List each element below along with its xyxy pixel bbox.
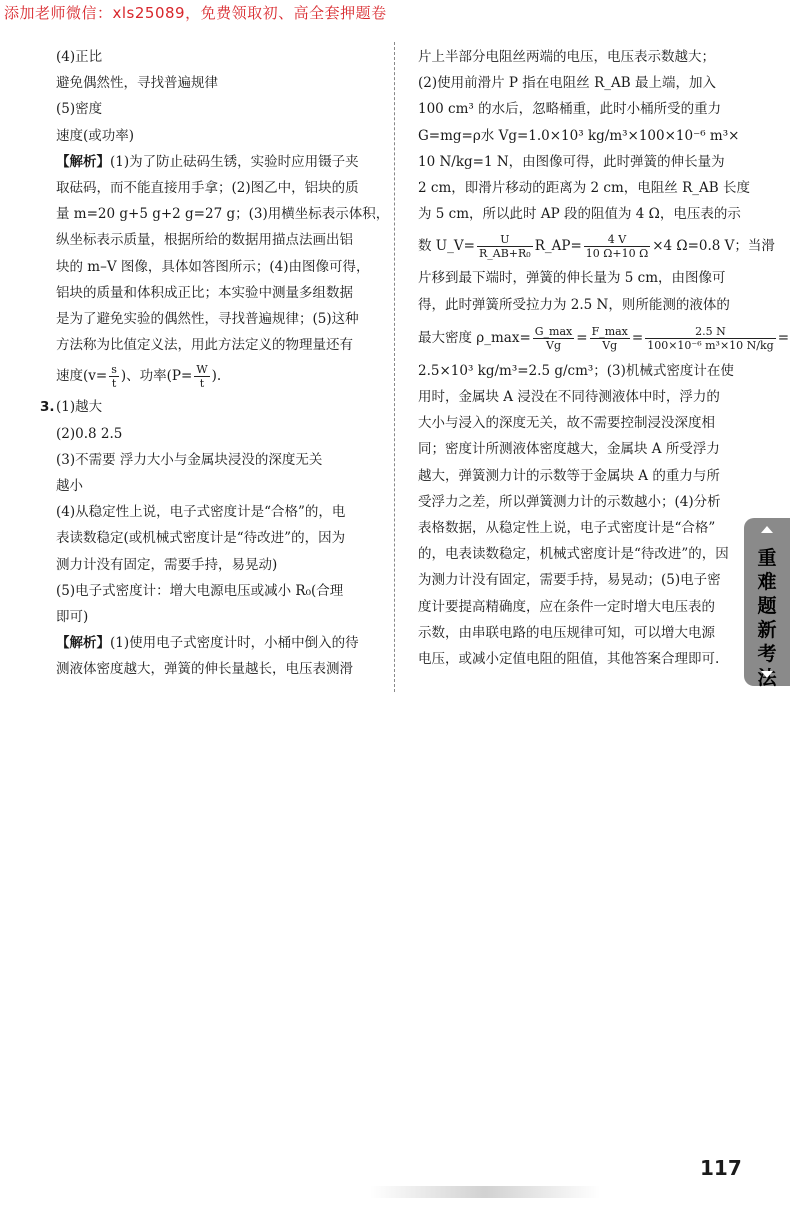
analysis-line: 2 cm，即滑片移动的距离为 2 cm，电阻丝 R_AB 长度 (418, 180, 750, 197)
density-denominator-2: Vg (602, 338, 618, 352)
density-prefix: 最大密度 ρ_max= (418, 329, 531, 346)
analysis-line: 示数，由串联电路的电压规律可知，可以增大电源 (418, 624, 715, 641)
voltage-denominator-1: R_AB+R₀ (478, 247, 531, 261)
q3-analysis-line (44, 630, 370, 656)
density-denominator-3: 100×10⁻⁶ m³×10 N/kg (647, 338, 774, 352)
q3-analysis-line: 测液体密度越大，弹簧的伸长量越长，电压表测滑 (56, 661, 353, 678)
q3-line (40, 394, 370, 420)
analysis-line: G=mg=ρ水 Vg=1.0×10³ kg/m³×100×10⁻⁶ m³× (418, 127, 740, 144)
analysis-line: 是为了避免实验的偶然性，寻找普遍规律；(5)这种 (56, 311, 359, 328)
voltage-denominator-2: 10 Ω+10 Ω (585, 247, 649, 261)
power-numerator: W (196, 363, 208, 377)
q3-line: (5)电子式密度计：增大电源电压或减小 R₀(合理 (56, 582, 344, 599)
density-numerator-3: 2.5 N (645, 325, 776, 339)
analysis-label: 【解析】 (56, 635, 110, 652)
column-divider (394, 42, 395, 692)
analysis-line: 铝块的质量和体积成正比；本实验中测量多组数据 (56, 284, 353, 301)
watermark-text: 添加老师微信：xls25089，免费领取初、高全套押题卷 (4, 4, 387, 22)
answer-line: (5)密度 (56, 101, 103, 118)
analysis-line: 量 m=20 g+5 g+2 g=27 g；(3)用横坐标表示体积， (56, 206, 390, 223)
voltage-numerator-2: 4 V (584, 233, 650, 247)
q3-line: 测力计没有固定，需要手持，易晃动) (56, 556, 278, 573)
answer-line: 速度(或功率) (56, 127, 135, 144)
analysis-line: 为 5 cm，所以此时 AP 段的阻值为 4 Ω，电压表的示 (418, 206, 741, 223)
page-number: 117 (700, 1156, 742, 1180)
voltage-suffix: ×4 Ω=0.8 V；当滑 (652, 238, 775, 255)
voltage-mid: R_AP= (534, 238, 582, 255)
section-side-tab (744, 518, 790, 689)
analysis-line: 同；密度计所测液体密度越大，金属块 A 所受浮力 (418, 441, 720, 458)
density-fraction-1 (533, 325, 574, 352)
formula-line-speed-power (44, 358, 370, 394)
q3-line: 越小 (56, 478, 83, 495)
left-column (40, 44, 390, 683)
analysis-line: 大小与浸入的深度无关，故不需要控制浸没深度相 (418, 415, 715, 432)
analysis-line: 方法称为比值定义法，用此方法定义的物理量还有 (56, 337, 353, 354)
answer-line: (4)正比 (56, 49, 103, 65)
arrow-up-icon (761, 526, 773, 533)
power-denominator: t (199, 377, 205, 391)
analysis-line: 受浮力之差，所以弹簧测力计的示数越小；(4)分析 (418, 493, 721, 510)
analysis-text: (1)使用电子式密度计时，小桶中倒入的待 (110, 635, 359, 652)
speed-fraction (109, 363, 119, 390)
analysis-line: 电压，或减小定值电阻的阻值，其他答案合理即可. (418, 651, 720, 668)
density-numerator-2: F_max (591, 324, 628, 338)
q3-line: (3)不需要 浮力大小与金属块浸没的深度无关 (56, 451, 323, 468)
scan-smudge (370, 1186, 600, 1198)
analysis-line: 块的 m–V 图像，具体如答图所示；(4)由图像可得， (56, 258, 370, 275)
speed-prefix: 速度(v= (56, 368, 108, 385)
voltage-fraction-1 (477, 233, 533, 260)
arrow-down-icon (761, 671, 773, 678)
analysis-line: 的，电表读数稳定，机械式密度计是“待改进”的，因 (418, 546, 729, 563)
analysis-line: 2.5×10³ kg/m³=2.5 g/cm³；(3)机械式密度计在使 (418, 362, 734, 379)
density-numerator-1: G_max (534, 324, 573, 338)
power-fraction (194, 363, 209, 390)
voltage-fraction-2 (584, 233, 650, 260)
q3-line: (4)从稳定性上说，电子式密度计是“合格”的，电 (56, 504, 346, 521)
analysis-text: (1)为了防止砝码生锈，实验时应用镊子夹 (110, 153, 359, 170)
analysis-line: 100 cm³ 的水后，忽略桶重，此时小桶所受的重力 (418, 101, 722, 118)
power-prefix: )、功率(P= (120, 368, 193, 385)
analysis-line: 取砝码，而不能直接用手拿；(2)图乙中，铝块的质 (56, 180, 359, 197)
q3-line: (2)0.8 2.5 (56, 425, 123, 442)
analysis-line: 得，此时弹簧所受拉力为 2.5 N，则所能测的液体的 (418, 296, 730, 313)
voltage-prefix: 数 U_V= (418, 238, 475, 255)
density-fraction-3 (645, 325, 776, 352)
speed-denominator: t (111, 377, 117, 391)
side-tab-label: 重难题新考法 (757, 547, 777, 689)
density-fraction-2 (590, 325, 630, 352)
analysis-label: 【解析】 (56, 153, 110, 170)
analysis-line: 表格数据，从稳定性上说，电子式密度计是“合格” (418, 520, 716, 537)
analysis-line: 片上半部分电阻丝两端的电压，电压表示数越大； (418, 49, 715, 65)
analysis-line: 片移到最下端时，弹簧的伸长量为 5 cm，由图像可 (418, 270, 726, 287)
analysis-line: 纵坐标表示质量，根据所给的数据用描点法画出铝 (56, 232, 353, 249)
analysis-line (44, 149, 370, 175)
analysis-line: 用时，金属块 A 浸没在不同待测液体中时，浮力的 (418, 389, 720, 406)
analysis-line: 度计要提高精确度，应在条件一定时增大电压表的 (418, 598, 715, 615)
voltage-numerator-1: U (477, 233, 533, 247)
formula-line-density: 最大密度 ρ_max= $\frac{G\_\max}{Vg}$ = $\frac{F\_\max}{Vg}$ = $\frac{2.5 N}{\text{100×10⁻⁶ m³×10 N/kg}}$ = (418, 324, 790, 352)
analysis-line: 10 N/kg=1 N，由图像可得，此时弹簧的伸长量为 (418, 153, 725, 170)
power-suffix: ). (211, 368, 222, 385)
q3-line: 即可) (56, 609, 89, 626)
formula-line-voltage (418, 227, 775, 265)
analysis-line: 越大，弹簧测力计的示数等于金属块 A 的重力与所 (418, 467, 720, 484)
analysis-line: (2)使用前滑片 P 指在电阻丝 R_AB 最上端，加入 (418, 75, 716, 92)
speed-numerator: s (111, 363, 117, 377)
question-number: 3. (40, 399, 55, 416)
answer-line: 避免偶然性，寻找普遍规律 (56, 75, 218, 92)
q3-answer: (1)越大 (56, 399, 103, 416)
density-denominator-1: Vg (546, 338, 561, 352)
analysis-line: 为测力计没有固定，需要手持，易晃动；(5)电子密 (418, 572, 721, 589)
q3-line: 表读数稳定(或机械式密度计是“待改进”的，因为 (56, 530, 346, 547)
